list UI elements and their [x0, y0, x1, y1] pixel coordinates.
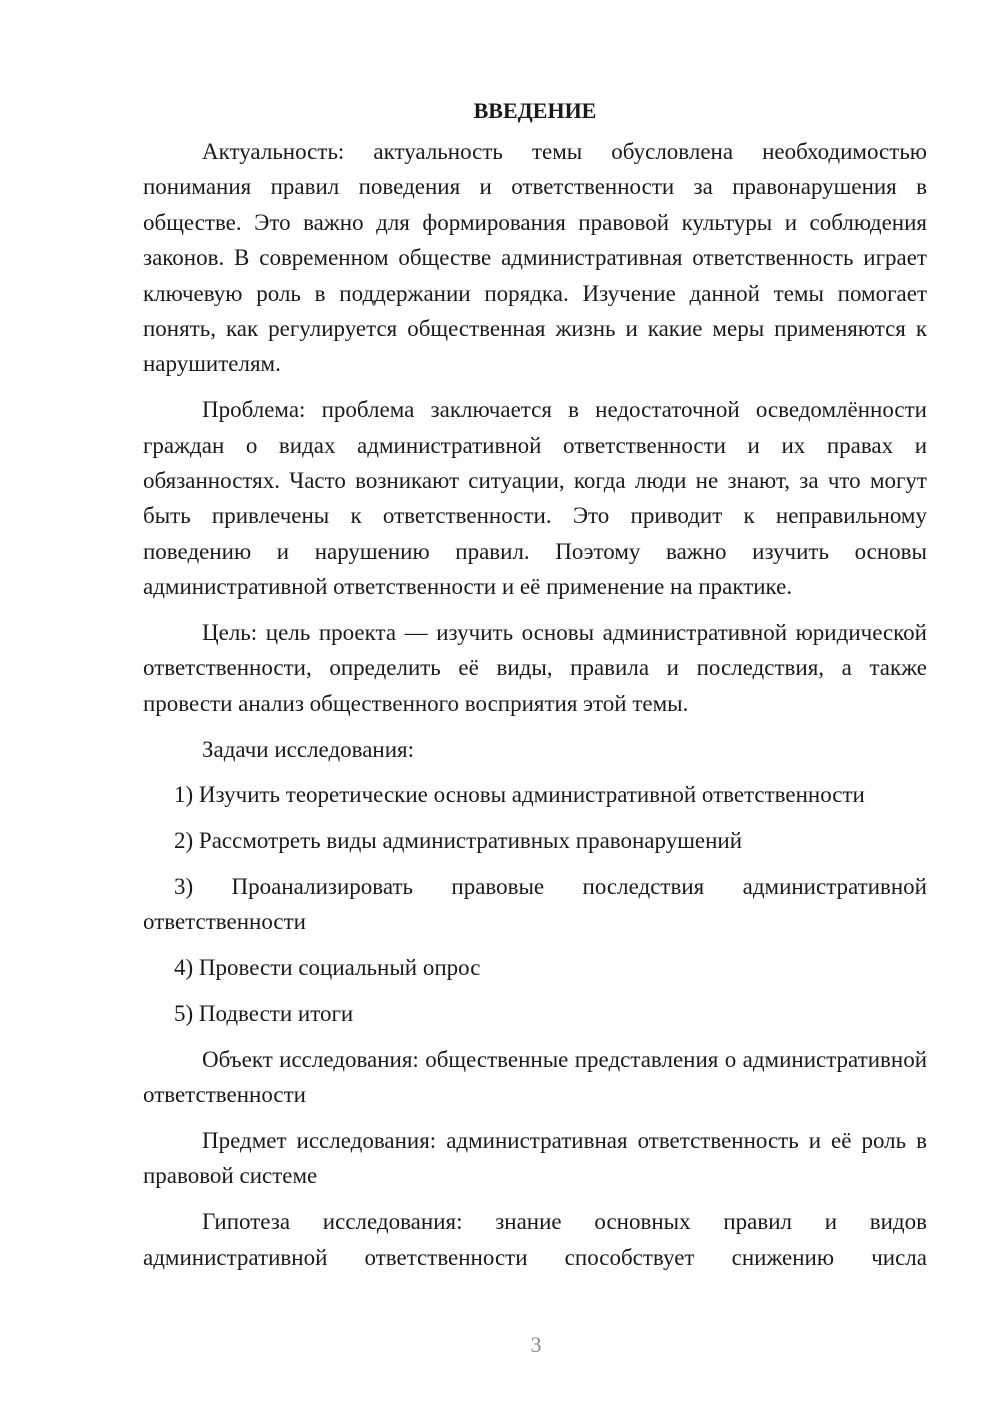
page-content — [143, 92, 927, 1285]
problem-paragraph: Проблема: проблема заключается в недостаточной осведомлённости граждан о видах административной ответственности и их правах и обязанностях. Часто возникают ситуации, когда люди не знают, за что могут быть привлечены к ответственности. Это приводит к неправильному поведению и нарушению правил. Поэтому важно изучить основы административной ответственности и её применение на практике. — [143, 397, 927, 600]
task-item: 1) Изучить теоретические основы административной ответственности — [174, 782, 865, 808]
section-heading: ВВЕДЕНИЕ — [473, 98, 597, 123]
subject-paragraph: Предмет исследования: административная ответственность и её роль в правовой системе — [143, 1128, 927, 1189]
task-item: 5) Подвести итоги — [174, 1001, 354, 1027]
object-paragraph: Объект исследования: общественные представления о административной ответственности — [143, 1046, 927, 1108]
task-item: 2) Рассмотреть виды административных правонарушений — [174, 828, 743, 854]
page-number: 3 — [530, 1332, 542, 1357]
task-item: 3) Проанализировать правовые последствия административной ответственности — [143, 874, 927, 935]
goal-paragraph: Цель: цель проекта — изучить основы административной юридической ответственности, определить её виды, правила и последствия, а также провести анализ общественного восприятия этой темы. — [143, 620, 927, 716]
tasks-heading: Задачи исследования: — [202, 736, 415, 762]
relevance-paragraph: Актуальность: актуальность темы обусловлена необходимостью понимания правил поведения и ответственности за правонарушения в обществе. Это важно для формирования правовой культуры и соблюдения законов. В современном обществе административная ответственность играет ключевую роль в поддержании порядка. Изучение данной темы помогает понять, как регулируется общественная жизнь и какие меры применяются к нарушителям. — [143, 139, 927, 377]
hypothesis-paragraph: Гипотеза исследования: знание основных правил и видов административной ответственности способствует снижению числа — [143, 1209, 927, 1270]
tasks-list — [143, 777, 927, 1031]
task-item: 4) Провести социальный опрос — [174, 955, 481, 981]
